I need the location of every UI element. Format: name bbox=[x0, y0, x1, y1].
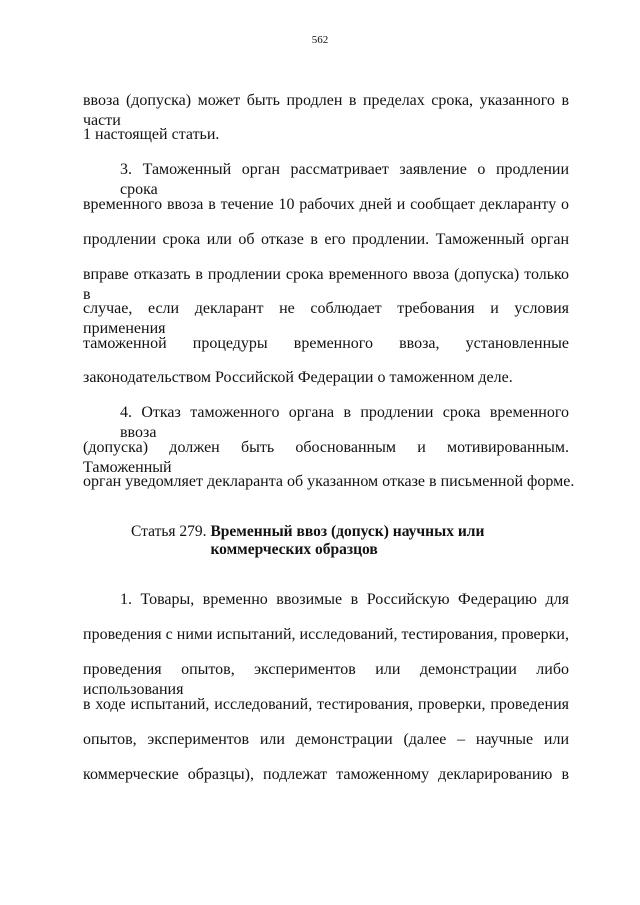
text-line: временного ввоза в течение 10 рабочих дней и сообщает декларанту о bbox=[83, 196, 569, 213]
text-line: законодательством Российской Федерации о таможенном деле. bbox=[83, 369, 513, 386]
text-line: опытов, экспериментов или демонстрации (далее – научные или bbox=[83, 731, 569, 748]
text-line: коммерческие образцы), подлежат таможенному декларированию в bbox=[83, 766, 569, 783]
text-line: 3. Таможенный орган рассматривает заявление о продлении срока bbox=[120, 161, 569, 198]
text-line: в ходе испытаний, исследований, тестирования, проверки, проведения bbox=[83, 696, 569, 713]
text-line: таможенной процедуры временного ввоза, установленные bbox=[83, 335, 569, 352]
text-line: случае, если декларант не соблюдает требования и условия применения bbox=[83, 300, 569, 337]
text-line: 1 настоящей статьи. bbox=[83, 126, 220, 143]
text-line: ввоза (допуска) может быть продлен в пределах срока, указанного в части bbox=[83, 92, 569, 129]
article-label: Статья 279. bbox=[131, 523, 211, 540]
text-line: вправе отказать в продлении срока временного ввоза (допуска) только в bbox=[83, 266, 569, 303]
page-number: 562 bbox=[311, 34, 329, 46]
text-line: продлении срока или об отказе в его продлении. Таможенный орган bbox=[83, 231, 569, 248]
text-line: проведения опытов, экспериментов или демонстрации либо использования bbox=[83, 661, 569, 698]
text-line: (допуска) должен быть обоснованным и мотивированным. Таможенный bbox=[83, 439, 569, 476]
text-line: 1. Товары, временно ввозимые в Российскую Федерацию для bbox=[120, 591, 569, 608]
text-line: 4. Отказ таможенного органа в продлении срока временного ввоза bbox=[120, 404, 569, 441]
text-line: орган уведомляет декларанта об указанном отказе в письменной форме. bbox=[83, 473, 575, 490]
article-title: Временный ввоз (допуск) научных или коммерческих образцов bbox=[210, 523, 485, 558]
text-line: проведения с ними испытаний, исследований, тестирования, проверки, bbox=[83, 626, 569, 643]
article-heading bbox=[131, 523, 571, 559]
